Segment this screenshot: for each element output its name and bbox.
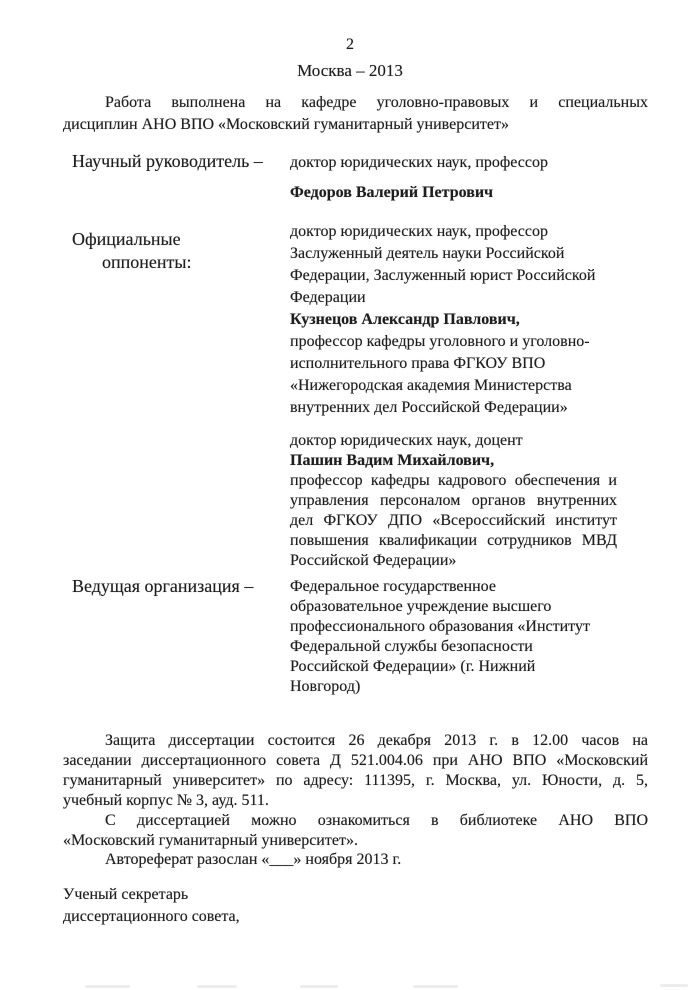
leading-org-line: Новгород): [290, 678, 361, 695]
opponent-affiliation-line: управления персоналом органов внутренних: [290, 492, 617, 509]
city-year-heading: Москва – 2013: [297, 61, 403, 80]
defense-line: Защита диссертации состоится 26 декабря 2013 г. в 12.00 часов на: [105, 732, 648, 749]
autoreferat-sent-line: Автореферат разослан «___» ноября 2013 г.: [105, 851, 402, 868]
leading-org-line: Российской Федерации» (г. Нижний: [290, 658, 536, 675]
supervisor-block: [290, 152, 620, 203]
opponent-affiliation-line: Российской Федерации»: [290, 552, 457, 569]
leading-org-line: Федеральной службы безопасности: [290, 638, 533, 655]
defense-line: заседании диссертационного совета Д 521.004.06 при АНО ВПО «Московский: [63, 752, 648, 769]
opponent-degree-line: Федерации, Заслуженный юрист Российской: [290, 267, 596, 284]
secretary-block: [63, 884, 240, 928]
opponent-affiliation-line: дел ФГКОУ ДПО «Всероссийский институт: [290, 512, 617, 529]
leading-org-line: образовательное учреждение высшего: [290, 598, 552, 615]
supervisor-name: Федоров Валерий Петрович: [290, 184, 494, 201]
defense-line: гуманитарный университет» по адресу: 111395, г. Москва, ул. Юности, д. 5,: [63, 772, 648, 789]
opponent-degree-line: доктор юридических наук, профессор: [290, 223, 548, 240]
opponent-first-name: Кузнецов Александр Павлович,: [290, 311, 520, 328]
defense-line: учебный корпус № 3, ауд. 511.: [63, 792, 269, 809]
page-number: 2: [346, 36, 354, 53]
opponent-first-block: [290, 221, 620, 419]
opponent-degree-line: доктор юридических наук, доцент: [290, 432, 523, 449]
opponent-affiliation-line: исполнительного права ФГКОУ ВПО: [290, 355, 546, 372]
supervisor-degree: доктор юридических наук, профессор: [290, 154, 548, 171]
defense-paragraph: [63, 731, 648, 811]
scan-artifact: [660, 984, 688, 987]
intro-line: Работа выполнена на кафедре уголовно-правовых и специальных: [105, 94, 648, 111]
opponent-affiliation-line: внутренних дел Российской Федерации»: [290, 399, 568, 416]
opponent-second-name: Пашин Вадим Михайлович,: [290, 452, 495, 469]
library-line: «Московский гуманитарный университет».: [63, 832, 358, 849]
library-line: С диссертацией можно ознакомиться в библиотеке АНО ВПО: [105, 812, 648, 829]
secretary-line: Ученый секретарь: [63, 886, 189, 903]
leading-org-line: профессионального образования «Институт: [290, 618, 590, 635]
opponent-affiliation-line: «Нижегородская академия Министерства: [290, 377, 572, 394]
intro-paragraph: [63, 92, 648, 136]
opponents-label: [72, 228, 191, 274]
opponent-affiliation-line: профессор кафедры уголовного и уголовно-: [290, 333, 590, 350]
opponent-degree-line: Федерации: [290, 289, 366, 306]
scan-artifact: [300, 985, 338, 988]
supervisor-label: Научный руководитель –: [72, 151, 263, 171]
opponent-degree-line: Заслуженный деятель науки Российской: [290, 245, 565, 262]
opponents-label-line: Официальные: [72, 229, 181, 249]
leading-org-block: [290, 577, 620, 697]
opponent-affiliation-line: повышения квалификации сотрудников МВД: [290, 532, 617, 549]
intro-line: дисциплин АНО ВПО «Московский гуманитарный университет»: [63, 116, 509, 133]
leading-org-label: Ведущая организация –: [72, 576, 254, 596]
opponent-second-block: [290, 431, 617, 571]
scan-artifact: [413, 985, 458, 988]
opponent-affiliation-line: профессор кафедры кадрового обеспечения и: [290, 472, 617, 489]
opponents-label-line: оппоненты:: [102, 252, 192, 272]
leading-org-line: Федеральное государственное: [290, 578, 496, 595]
scan-artifact: [85, 985, 130, 988]
library-paragraph: [63, 811, 648, 851]
scan-artifact: [197, 985, 237, 988]
secretary-line: диссертационного совета,: [63, 908, 240, 925]
